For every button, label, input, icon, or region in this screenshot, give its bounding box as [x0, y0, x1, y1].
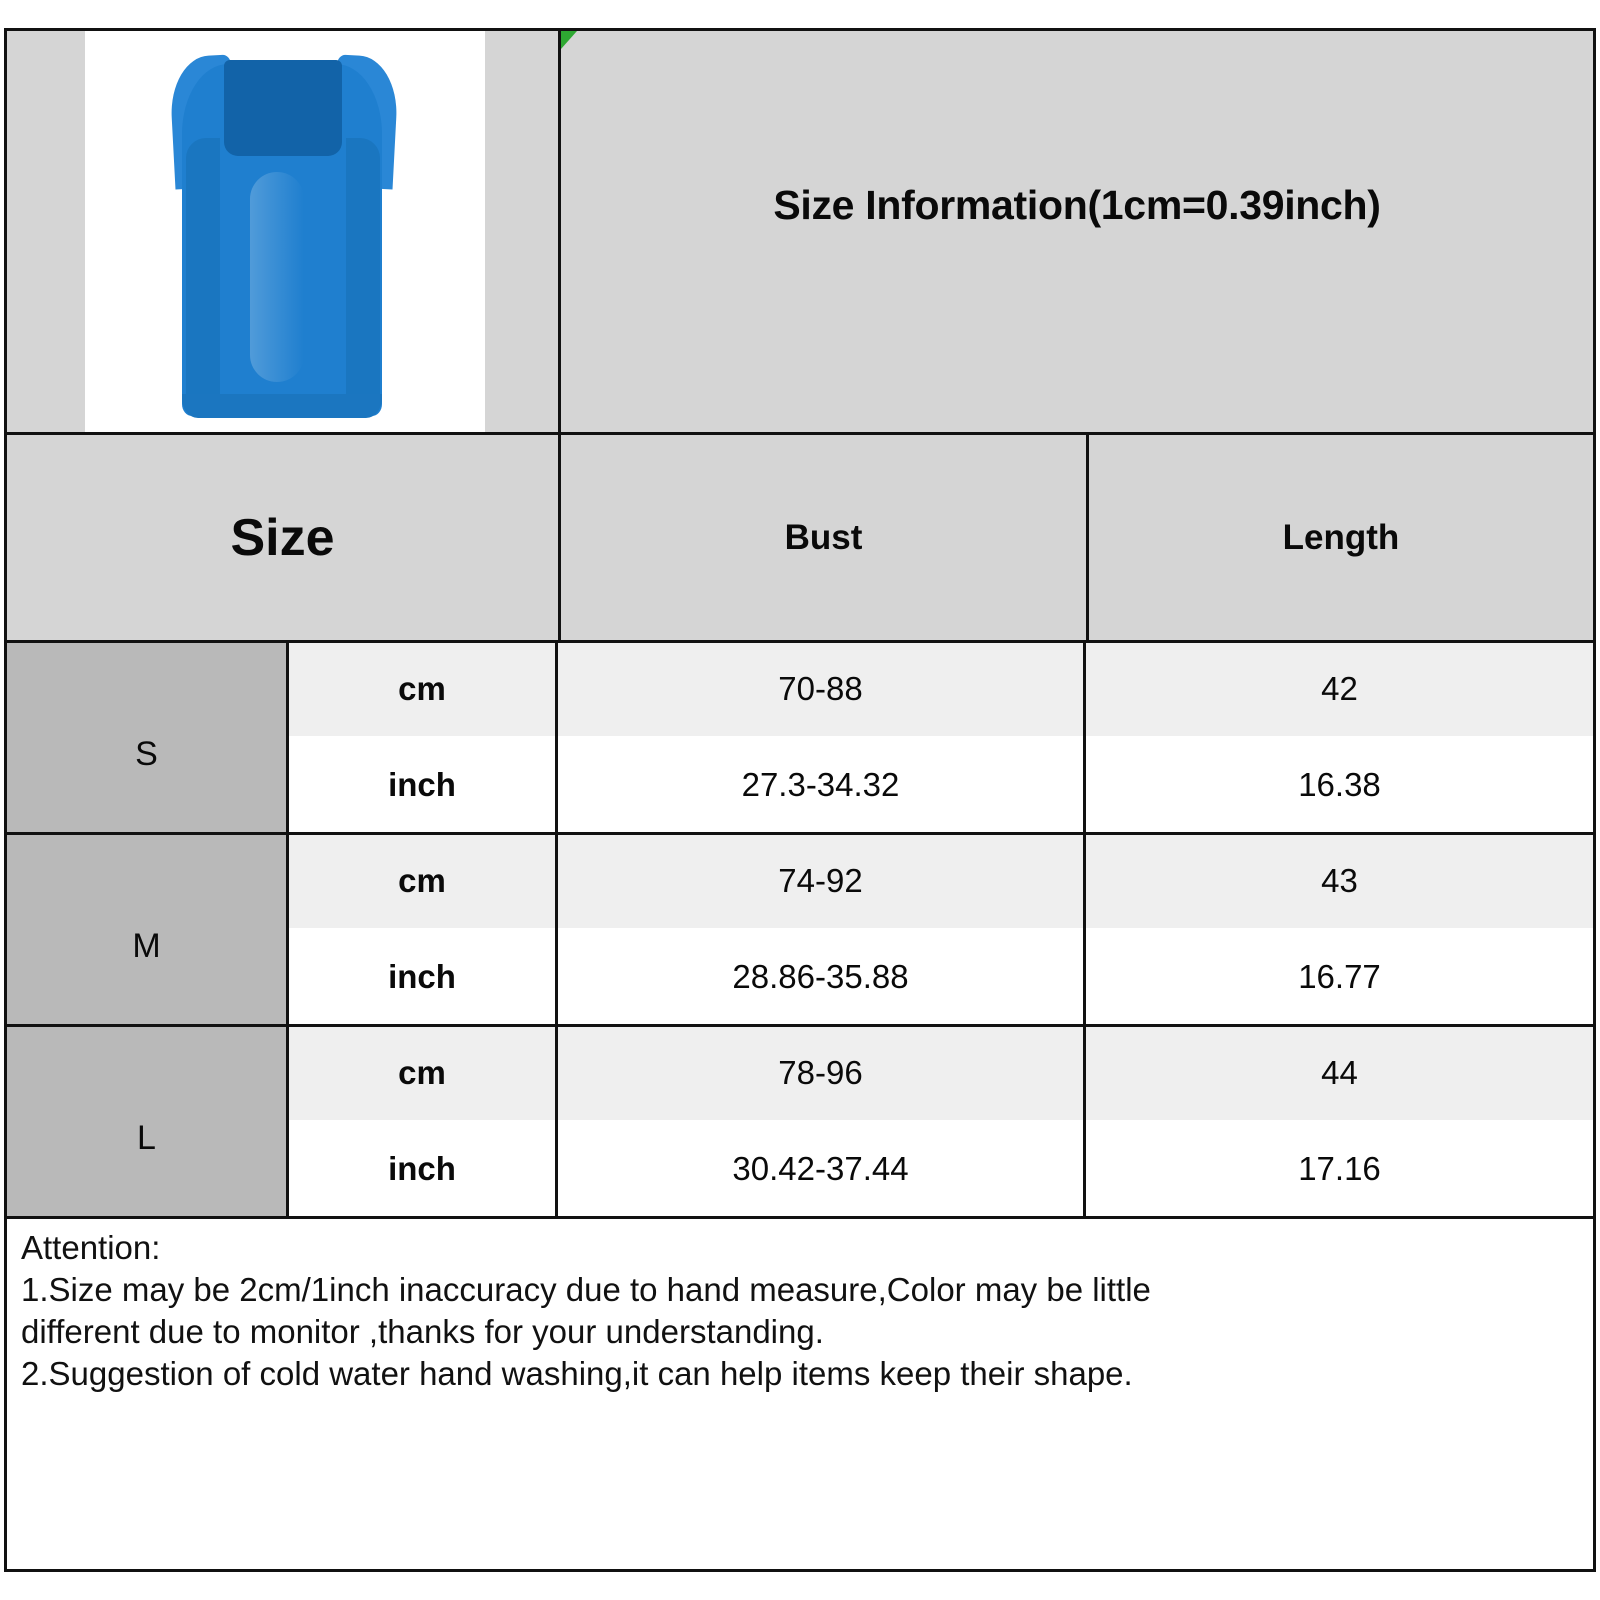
unit-cm-l: cm: [289, 1027, 555, 1122]
unit-inch-s: inch: [289, 738, 555, 833]
column-header-bust: Bust: [561, 435, 1089, 640]
bust-cm-l: 78-96: [558, 1027, 1083, 1122]
garment-shadow-left: [186, 138, 220, 406]
length-column-s: [1086, 643, 1593, 832]
length-column-l: [1086, 1027, 1593, 1216]
product-image-cell: [7, 31, 561, 432]
bust-inch-s: 27.3-34.32: [558, 738, 1083, 833]
square-neckline-shape: [224, 60, 342, 156]
unit-inch-l: inch: [289, 1122, 555, 1217]
table-header-row: [7, 435, 1593, 643]
column-header-length: Length: [1282, 517, 1400, 557]
unit-cm-s: cm: [289, 643, 555, 738]
table-row: [7, 643, 1593, 835]
table-row: [7, 835, 1593, 1027]
garment-highlight: [250, 172, 304, 382]
table-row: [7, 1027, 1593, 1219]
column-header-size: Size: [7, 435, 561, 640]
page-title: Size Information(1cm=0.39inch): [773, 182, 1381, 228]
attention-note-1-line-2: different due to monitor ,thanks for your understanding.: [21, 1312, 824, 1350]
bust-cm-s: 70-88: [558, 643, 1083, 738]
attention-heading: Attention:: [21, 1229, 161, 1266]
length-cm-l: 44: [1086, 1027, 1593, 1122]
length-inch-l: 17.16: [1086, 1122, 1593, 1217]
length-column-m: [1086, 835, 1593, 1024]
garment-hem-shape: [182, 394, 382, 418]
unit-column-l: [289, 1027, 558, 1216]
top-band: [7, 31, 1593, 435]
bust-column-s: [558, 643, 1086, 832]
garment-shadow-right: [346, 138, 380, 406]
size-label-m: M: [7, 835, 289, 1024]
size-label-l: L: [7, 1027, 289, 1216]
garment-illustration: [138, 42, 428, 422]
title-cell: [561, 31, 1593, 432]
length-inch-m: 16.77: [1086, 930, 1593, 1025]
length-inch-s: 16.38: [1086, 738, 1593, 833]
attention-block: [7, 1219, 1593, 1569]
attention-note-2: 2.Suggestion of cold water hand washing,it can help items keep their shape.: [21, 1354, 1133, 1392]
bust-cm-m: 74-92: [558, 835, 1083, 930]
attention-note-1-line-1: 1.Size may be 2cm/1inch inaccuracy due to hand measure,Color may be little: [21, 1270, 1151, 1308]
bust-column-m: [558, 835, 1086, 1024]
green-corner-marker-icon: [561, 31, 577, 49]
unit-inch-m: inch: [289, 930, 555, 1025]
unit-column-s: [289, 643, 558, 832]
length-cm-s: 42: [1086, 643, 1593, 738]
unit-column-m: [289, 835, 558, 1024]
bust-column-l: [558, 1027, 1086, 1216]
bust-inch-m: 28.86-35.88: [558, 930, 1083, 1025]
size-chart-sheet: [4, 28, 1596, 1572]
bust-inch-l: 30.42-37.44: [558, 1122, 1083, 1217]
unit-cm-m: cm: [289, 835, 555, 930]
length-cm-m: 43: [1086, 835, 1593, 930]
size-label-s: S: [7, 643, 289, 832]
